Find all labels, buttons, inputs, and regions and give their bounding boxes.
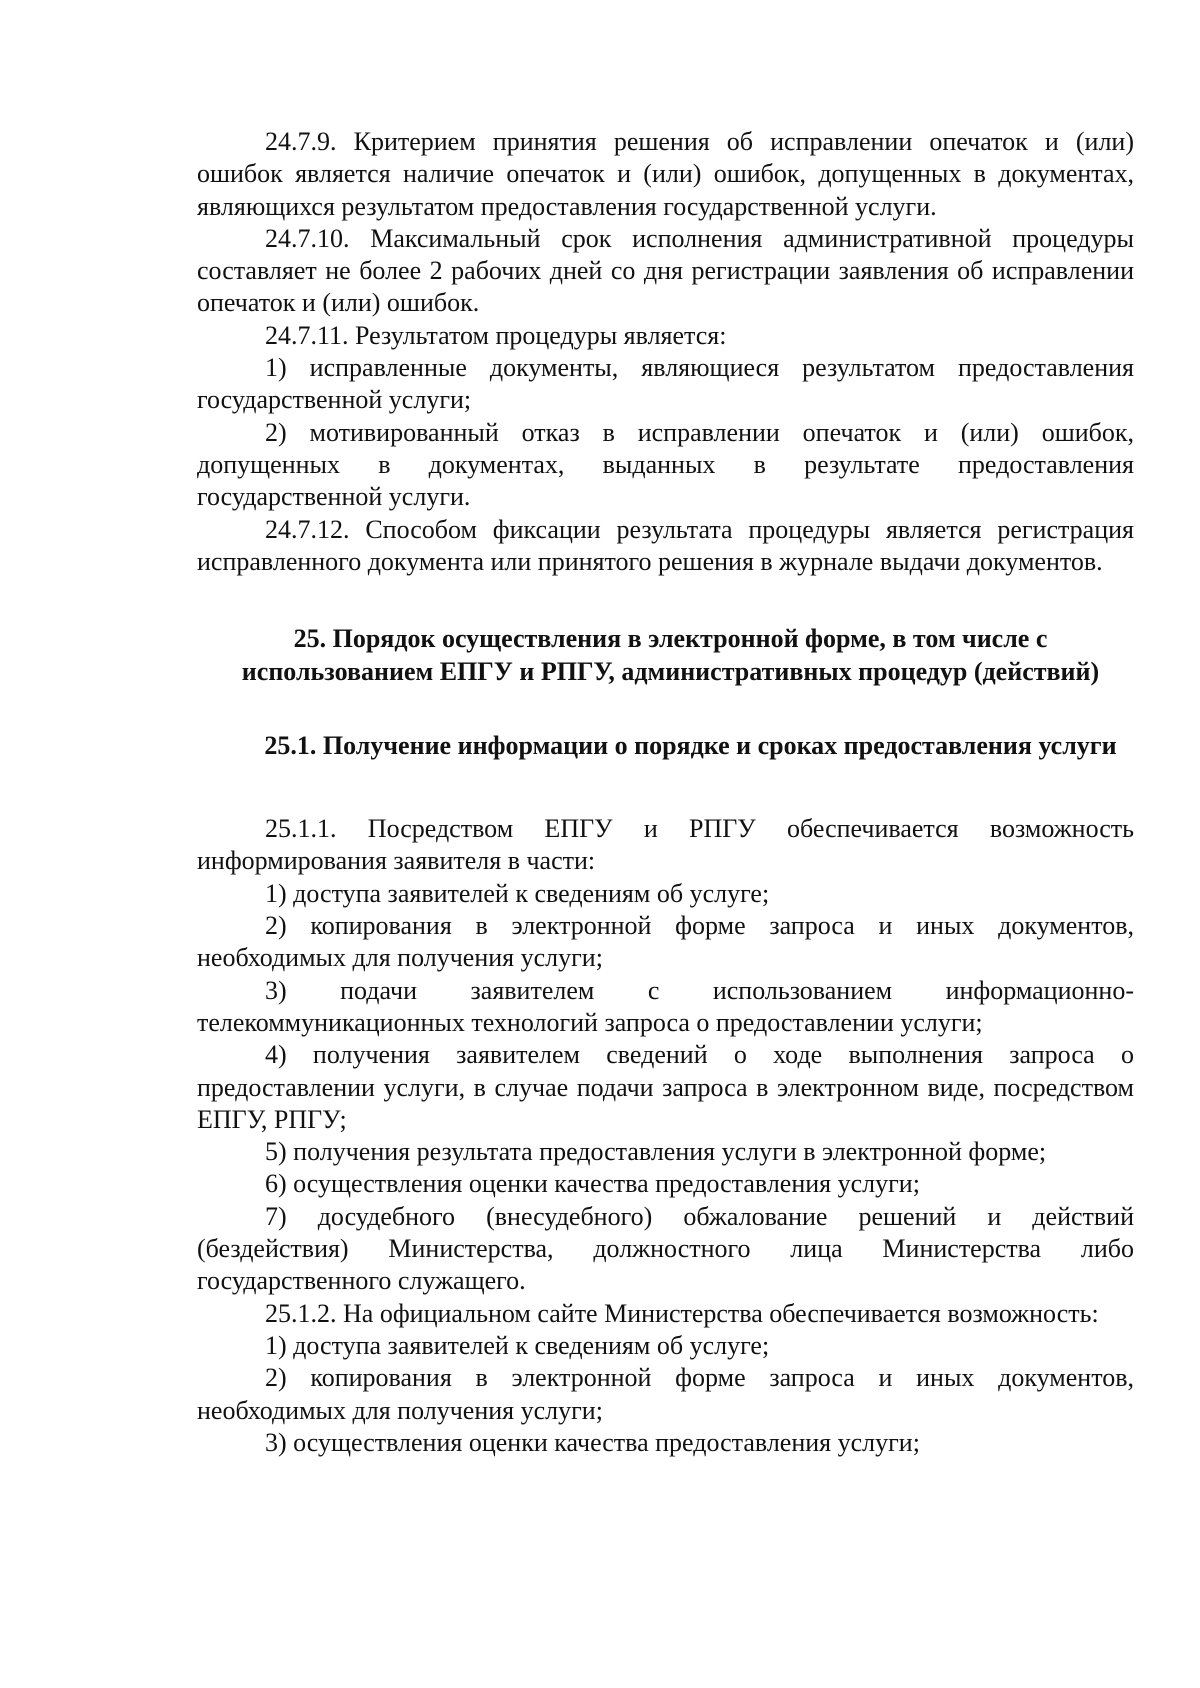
list-item-24-7-11-2: 2) мотивированный отказ в исправлении опечаток и (или) ошибок, допущенных в документах, выданных в результате предоставления государственной услуги. [197, 417, 1134, 512]
spacer [197, 578, 1134, 622]
paragraph-24-7-10: 24.7.10. Максимальный срок исполнения административной процедуры составляет не более 2 рабочих дней со дня регистрации заявления об исправлении опечаток и (или) ошибок. [197, 223, 1134, 318]
list-item-25-1-1-5: 5) получения результата предоставления услуги в электронной форме; [265, 1137, 1047, 1167]
list-item-25-1-1-3: 3) подачи заявителем с использованием информационно-телекоммуникационных технологий запроса о предоставлении услуги; [197, 975, 1134, 1037]
subsection-heading-25-1: 25.1. Получение информации о порядке и сроках предоставления услуги [264, 731, 1117, 761]
list-item-24-7-11-1: 1) исправленные документы, являющиеся результатом предоставления государственной услуги; [197, 353, 1134, 415]
list-item-25-1-1-2: 2) копирования в электронной форме запроса и иных документов, необходимых для получения услуги; [197, 911, 1134, 973]
paragraph-24-7-11: 24.7.11. Результатом процедуры является: [265, 320, 727, 350]
spacer [197, 762, 1134, 813]
list-item-25-1-2-3: 3) осуществления оценки качества предоставления услуги; [265, 1427, 920, 1457]
list-item-25-1-1-4: 4) получения заявителем сведений о ходе выполнения запроса о предоставлении услуги, в случае подачи запроса в электронном виде, посредством ЕПГУ, РПГУ; [197, 1040, 1134, 1134]
paragraph-24-7-9: 24.7.9. Критерием принятия решения об исправлении опечаток и (или) ошибок является наличие опечаток и (или) ошибок, допущенных в документах, являющихся результатом предоставления государственной услуги. [197, 127, 1134, 221]
list-item-25-1-1-1: 1) доступа заявителей к сведениям об услуге; [265, 878, 770, 908]
list-item-25-1-1-6: 6) осуществления оценки качества предоставления услуги; [265, 1169, 920, 1199]
list-item-25-1-2-2: 2) копирования в электронной форме запроса и иных документов, необходимых для получения услуги; [197, 1363, 1134, 1425]
document-body [197, 126, 1134, 1459]
list-item-25-1-1-7: 7) досудебного (внесудебного) обжалование решений и действий (бездействия) Министерства, должностного лица Министерства либо государственного служащего. [197, 1201, 1134, 1296]
list-item-25-1-2-1: 1) доступа заявителей к сведениям об услуге; [265, 1330, 770, 1360]
paragraph-24-7-12: 24.7.12. Способом фиксации результата процедуры является регистрация исправленного документа или принятого решения в журнале выдачи документов. [197, 514, 1134, 576]
section-heading-25: 25. Порядок осуществления в электронной форме, в том числе с использованием ЕПГУ и РПГУ, административных процедур (действий) [241, 624, 1100, 687]
paragraph-25-1-1: 25.1.1. Посредством ЕПГУ и РПГУ обеспечивается возможность информирования заявителя в части: [197, 814, 1134, 876]
paragraph-25-1-2: 25.1.2. На официальном сайте Министерства обеспечивается возможность: [265, 1298, 1099, 1328]
spacer [197, 688, 1134, 729]
